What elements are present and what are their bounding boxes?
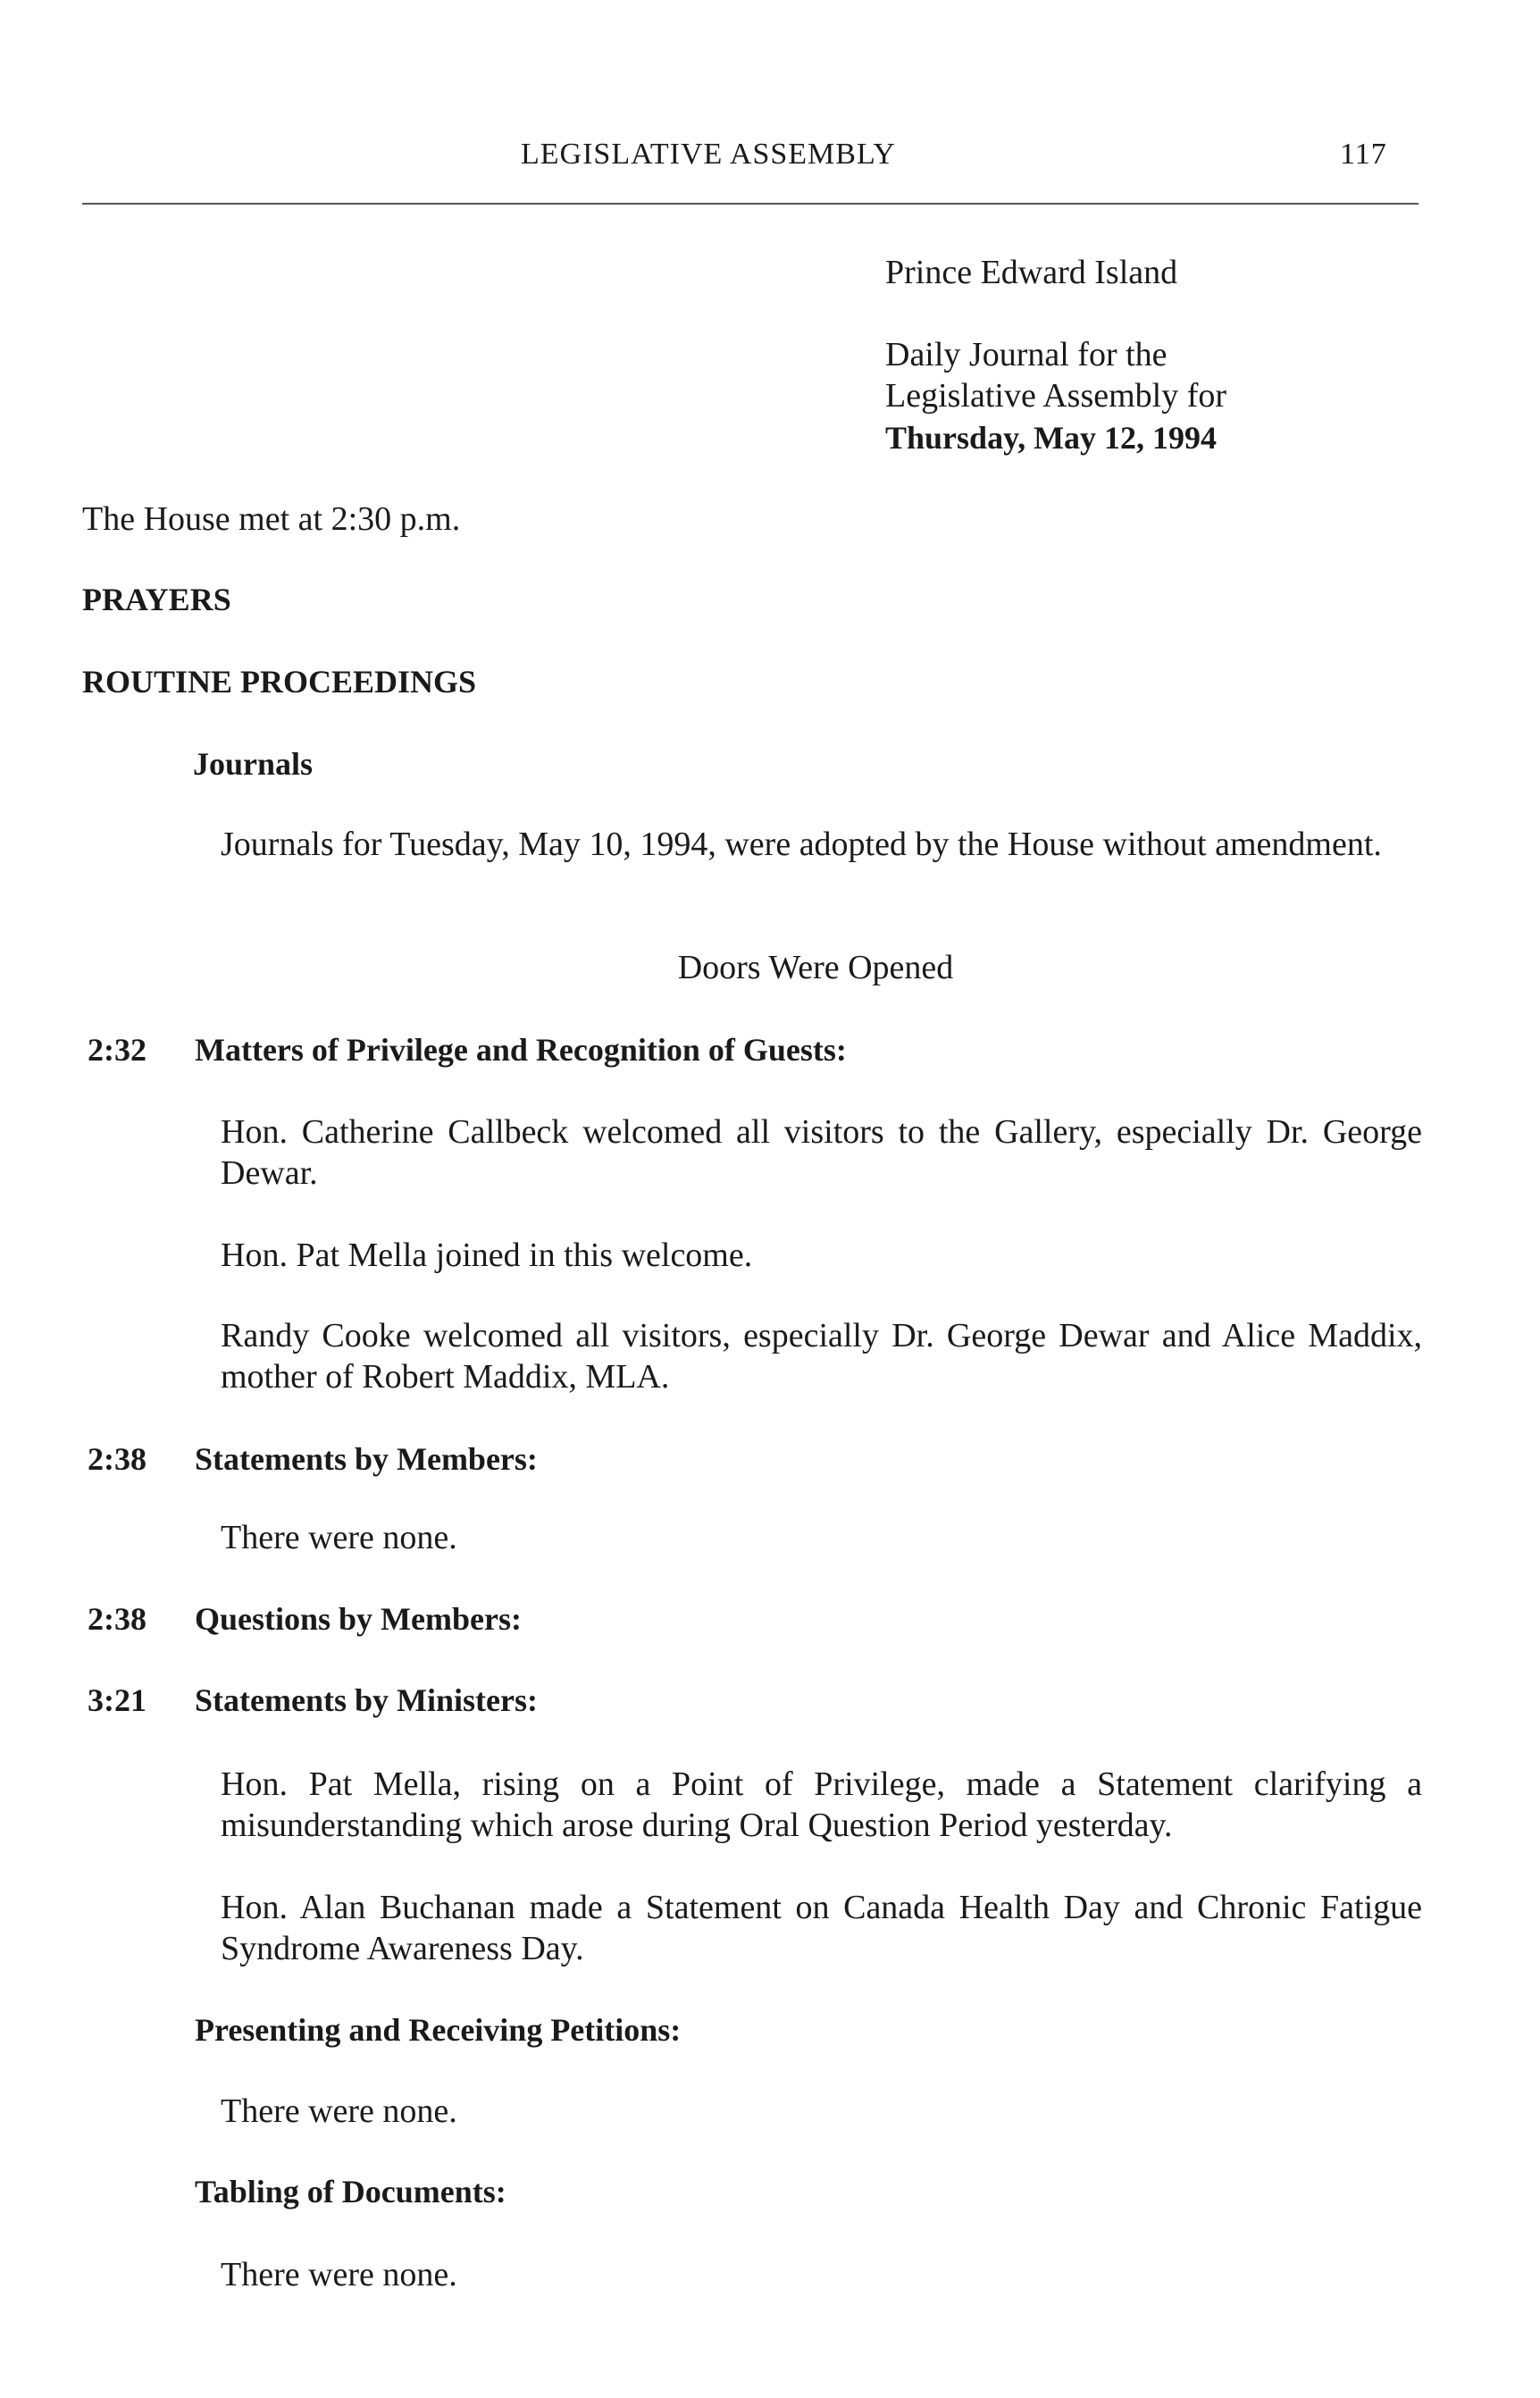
section-heading: Presenting and Receiving Petitions: bbox=[195, 2012, 682, 2048]
section-paragraph: Hon. Alan Buchanan made a Statement on Canada Health Day and Chronic Fatigue Syndrome Awareness Day. bbox=[221, 1889, 1422, 1967]
section-heading: Matters of Privilege and Recognition of Guests: bbox=[195, 1032, 847, 1068]
section-heading: Statements by Members: bbox=[195, 1441, 538, 1477]
prayers-heading: PRAYERS bbox=[82, 582, 231, 617]
section-paragraph: Hon. Catherine Callbeck welcomed all visitors to the Gallery, especially Dr. George Dewar. bbox=[221, 1113, 1422, 1192]
section-heading: Statements by Ministers: bbox=[195, 1682, 538, 1718]
section-paragraph: There were none. bbox=[221, 2092, 457, 2130]
section-paragraph: Randy Cooke welcomed all visitors, especially Dr. George Dewar and Alice Maddix, mother of Robert Maddix, MLA. bbox=[221, 1317, 1422, 1396]
opening-line: The House met at 2:30 p.m. bbox=[82, 500, 461, 538]
journals-heading: Journals bbox=[193, 746, 314, 782]
masthead-date: Thursday, May 12, 1994 bbox=[885, 420, 1218, 456]
section-paragraph: Hon. Pat Mella, rising on a Point of Privilege, made a Statement clarifying a misunderstanding which arose during Oral Question Period yesterday. bbox=[221, 1765, 1422, 1844]
running-header-title: LEGISLATIVE ASSEMBLY bbox=[521, 138, 896, 171]
header-rule bbox=[82, 203, 1419, 205]
masthead-journal-line2: Legislative Assembly for bbox=[885, 377, 1227, 415]
section-heading: Questions by Members: bbox=[195, 1601, 522, 1637]
page-number: 117 bbox=[1340, 138, 1387, 171]
routine-proceedings-heading: ROUTINE PROCEEDINGS bbox=[82, 664, 477, 700]
section-paragraph: There were none. bbox=[221, 2256, 457, 2293]
journals-text: Journals for Tuesday, May 10, 1994, were adopted by the House without amendment. bbox=[221, 826, 1382, 863]
section-heading: Tabling of Documents: bbox=[195, 2174, 506, 2209]
section-time: 3:21 bbox=[88, 1682, 146, 1718]
section-time: 2:32 bbox=[88, 1032, 146, 1068]
masthead-journal-line1: Daily Journal for the bbox=[885, 336, 1168, 373]
section-paragraph: Hon. Pat Mella joined in this welcome. bbox=[221, 1237, 753, 1274]
section-time: 2:38 bbox=[88, 1441, 146, 1477]
doors-opened: Doors Were Opened bbox=[677, 949, 954, 986]
section-paragraph: There were none. bbox=[221, 1519, 457, 1556]
masthead-province: Prince Edward Island bbox=[885, 254, 1178, 291]
section-time: 2:38 bbox=[88, 1601, 146, 1637]
